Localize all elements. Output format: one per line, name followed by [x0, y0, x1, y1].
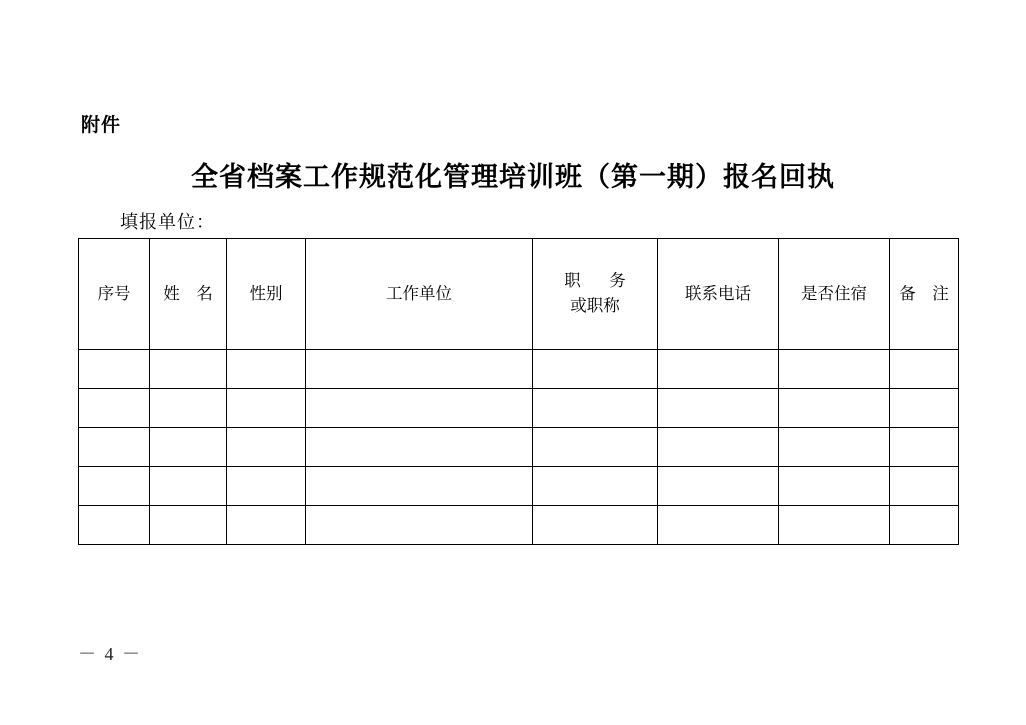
cell-seq[interactable]: [79, 506, 150, 545]
cell-work-unit[interactable]: [306, 389, 533, 428]
attachment-label: 附件: [81, 115, 122, 136]
cell-seq[interactable]: [79, 428, 150, 467]
column-header-remark: 备 注: [890, 239, 959, 350]
cell-lodging[interactable]: [779, 350, 890, 389]
cell-lodging[interactable]: [779, 467, 890, 506]
table-header-row: [79, 239, 959, 350]
cell-name[interactable]: [150, 506, 227, 545]
cell-phone[interactable]: [658, 350, 779, 389]
table-row[interactable]: [79, 467, 959, 506]
cell-gender[interactable]: [227, 428, 306, 467]
cell-name[interactable]: [150, 389, 227, 428]
cell-name[interactable]: [150, 350, 227, 389]
cell-remark[interactable]: [890, 467, 959, 506]
cell-remark[interactable]: [890, 428, 959, 467]
cell-remark[interactable]: [890, 350, 959, 389]
column-header-work-unit: 工作单位: [306, 239, 533, 350]
registration-table-wrapper: [78, 238, 950, 545]
cell-gender[interactable]: [227, 389, 306, 428]
cell-work-unit[interactable]: [306, 350, 533, 389]
cell-job-title[interactable]: [533, 467, 658, 506]
column-header-lodging: 是否住宿: [779, 239, 890, 350]
column-header-seq: 序号: [79, 239, 150, 350]
cell-seq[interactable]: [79, 350, 150, 389]
cell-lodging[interactable]: [779, 506, 890, 545]
cell-work-unit[interactable]: [306, 467, 533, 506]
page-number: － 4 －: [78, 644, 142, 664]
cell-remark[interactable]: [890, 506, 959, 545]
cell-seq[interactable]: [79, 389, 150, 428]
cell-job-title[interactable]: [533, 350, 658, 389]
cell-remark[interactable]: [890, 389, 959, 428]
table-row[interactable]: [79, 389, 959, 428]
column-header-gender: 性别: [227, 239, 306, 350]
column-header-name: 姓 名: [150, 239, 227, 350]
cell-lodging[interactable]: [779, 428, 890, 467]
cell-work-unit[interactable]: [306, 428, 533, 467]
cell-seq[interactable]: [79, 467, 150, 506]
reporting-unit-label: 填报单位：: [120, 212, 215, 232]
cell-job-title[interactable]: [533, 428, 658, 467]
cell-gender[interactable]: [227, 350, 306, 389]
table-row[interactable]: [79, 506, 959, 545]
cell-gender[interactable]: [227, 506, 306, 545]
column-header-job-title: [533, 239, 658, 350]
column-header-job-title-line2: 或职称: [570, 296, 620, 315]
cell-job-title[interactable]: [533, 506, 658, 545]
cell-gender[interactable]: [227, 467, 306, 506]
cell-phone[interactable]: [658, 506, 779, 545]
cell-job-title[interactable]: [533, 389, 658, 428]
cell-work-unit[interactable]: [306, 506, 533, 545]
page-title: 全省档案工作规范化管理培训班（第一期）报名回执: [191, 162, 835, 192]
table-row[interactable]: [79, 350, 959, 389]
cell-phone[interactable]: [658, 467, 779, 506]
cell-phone[interactable]: [658, 389, 779, 428]
column-header-phone: 联系电话: [658, 239, 779, 350]
column-header-job-title-line1: 职 务: [564, 271, 632, 291]
cell-name[interactable]: [150, 467, 227, 506]
cell-name[interactable]: [150, 428, 227, 467]
cell-lodging[interactable]: [779, 389, 890, 428]
table-row[interactable]: [79, 428, 959, 467]
registration-table: [78, 238, 959, 545]
cell-phone[interactable]: [658, 428, 779, 467]
